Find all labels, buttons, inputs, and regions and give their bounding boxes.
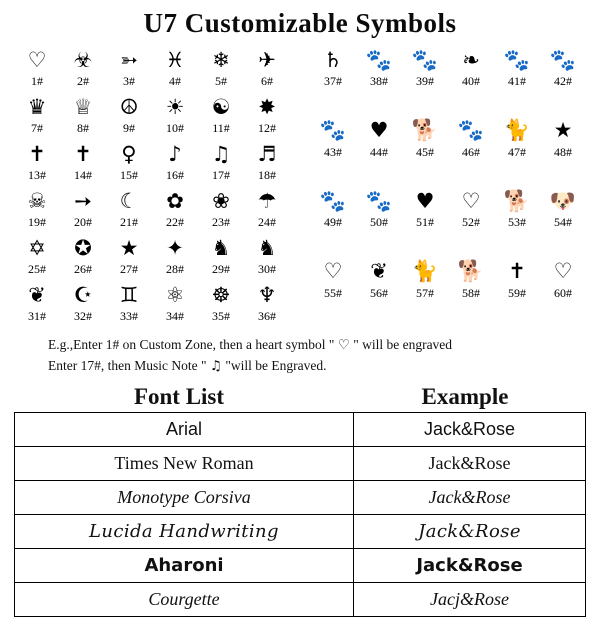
symbol-label: 58# — [462, 285, 480, 300]
cat-outline-icon: 🐈 — [411, 259, 439, 283]
music-beamed-icon: ♬ — [257, 141, 277, 166]
symbol-label: 5# — [215, 74, 227, 88]
music-note-icon: ♪ — [168, 141, 182, 166]
symbol-label: 14# — [74, 168, 92, 182]
music-notes-icon: ♫ — [211, 141, 231, 166]
knight-chess-icon: ♞ — [257, 235, 277, 260]
symbol-cell — [106, 186, 152, 231]
symbol-label: 56# — [370, 285, 388, 300]
symbol-cell — [152, 280, 198, 325]
symbol-cell — [540, 257, 586, 326]
crown-filled-icon: ♕ — [73, 94, 93, 119]
font-example-title: Example — [421, 384, 509, 410]
symbol-cell — [152, 186, 198, 231]
symbol-cell — [448, 45, 494, 114]
symbol-label: 6# — [261, 74, 273, 88]
symbol-label: 12# — [258, 121, 276, 135]
paw-prints-trail-icon: 🐾 — [319, 118, 347, 142]
heart-filled-icon: ♥ — [369, 118, 389, 142]
symbol-label: 49# — [324, 215, 342, 229]
symbol-label: 31# — [28, 309, 46, 323]
symbol-label: 21# — [120, 215, 138, 229]
symbol-label: 33# — [120, 309, 138, 323]
symbol-label: 7# — [31, 121, 43, 135]
ankh-icon: ♀ — [121, 141, 137, 166]
usage-note — [0, 325, 600, 378]
symbol-cell — [198, 92, 244, 137]
symbol-label: 38# — [370, 74, 388, 88]
symbol-label: 16# — [166, 168, 184, 182]
arrow-right-icon: ➳ — [120, 47, 138, 72]
symbol-cell — [106, 280, 152, 325]
symbol-label: 46# — [462, 144, 480, 159]
paw-prints-two-icon: 🐾 — [319, 188, 347, 213]
symbol-cell — [402, 45, 448, 114]
angel-wings-icon: ❦ — [370, 259, 388, 283]
table-row — [15, 481, 586, 515]
star-of-david-icon: ✡ — [28, 235, 46, 260]
symbol-cell — [106, 139, 152, 184]
font-example-cell: Jack&Rose — [354, 413, 586, 447]
symbol-cell — [244, 45, 290, 90]
cat-silhouette-icon: 🐈 — [503, 118, 531, 142]
heart-outline-icon: ♡ — [27, 47, 47, 72]
symbol-label: 51# — [416, 215, 434, 229]
symbol-cell — [198, 186, 244, 231]
table-row — [15, 413, 586, 447]
font-example-cell: Jack&Rose — [354, 549, 586, 583]
cross-celtic-icon: ✝ — [28, 141, 46, 166]
font-list-header — [14, 384, 586, 410]
peace-icon: ☮ — [119, 94, 139, 119]
symbol-label: 36# — [258, 309, 276, 323]
sun-icon: ☀ — [165, 94, 185, 119]
symbol-label: 27# — [120, 262, 138, 276]
music-notes-icon: ♫ — [209, 357, 222, 374]
paw-prints-pair-icon: 🐾 — [549, 47, 577, 72]
symbol-cell — [356, 186, 402, 255]
symbol-label: 24# — [258, 215, 276, 229]
biohazard-icon: ☣ — [73, 47, 93, 72]
symbol-label: 18# — [258, 168, 276, 182]
symbol-cell — [60, 280, 106, 325]
symbol-cell — [494, 45, 540, 114]
symbol-cell — [106, 233, 152, 278]
symbol-cell — [402, 186, 448, 255]
font-example-cell: Jack&Rose — [354, 515, 586, 549]
symbol-label: 19# — [28, 215, 46, 229]
symbol-label: 23# — [212, 215, 230, 229]
crescent-moon-icon: ☾ — [119, 188, 139, 213]
symbol-label: 37# — [324, 74, 342, 88]
symbol-cell — [60, 186, 106, 231]
paw-prints-small-icon: 🐾 — [503, 47, 531, 72]
symbol-label: 29# — [212, 262, 230, 276]
star-and-crescent-icon: ☪ — [73, 282, 93, 307]
symbol-cell — [356, 116, 402, 185]
symbol-label: 30# — [258, 262, 276, 276]
font-name-cell: Courgette — [15, 583, 354, 617]
pisces-icon: ♓ — [165, 47, 185, 72]
symbol-label: 40# — [462, 74, 480, 88]
symbol-cell — [540, 116, 586, 185]
usage-note-line-1-text-a: E.g.,Enter 1# on Custom Zone, then a heart symbol " — [48, 337, 338, 352]
symbol-label: 35# — [212, 309, 230, 323]
table-row — [15, 515, 586, 549]
font-example-cell: Jack&Rose — [354, 447, 586, 481]
gemini-icon: ♊ — [119, 282, 139, 307]
symbol-label: 57# — [416, 285, 434, 300]
symbol-label: 41# — [508, 74, 526, 88]
umbrella-icon: ☂ — [257, 188, 277, 213]
symbol-grid-left — [14, 45, 290, 325]
symbol-cell — [106, 45, 152, 90]
symbol-cell — [244, 186, 290, 231]
skull-crossbones-icon: ☠ — [27, 188, 47, 213]
symbol-cell — [60, 233, 106, 278]
symbol-label: 2# — [77, 74, 89, 88]
usage-note-line-2-text-a: Enter 17#, then Music Note " — [48, 357, 210, 373]
symbol-label: 43# — [324, 144, 342, 159]
symbol-label: 1# — [31, 74, 43, 88]
symbol-cell — [244, 92, 290, 137]
heart-outline-icon: ♡ — [337, 337, 350, 353]
usage-note-line-2 — [48, 356, 576, 377]
symbol-cell — [448, 257, 494, 326]
font-name-cell: Monotype Corsiva — [15, 481, 354, 515]
heart-outline-large-icon: ♡ — [461, 188, 481, 213]
symbol-cell — [448, 116, 494, 185]
arrow-long-icon: ➙ — [74, 188, 92, 213]
symbol-label: 47# — [508, 144, 526, 159]
font-list-title: Font List — [133, 384, 225, 410]
symbol-label: 32# — [74, 309, 92, 323]
font-table — [14, 412, 586, 617]
dog-sitting-icon: 🐕 — [503, 188, 531, 213]
symbol-cell — [198, 280, 244, 325]
star-circle-icon: ✪ — [74, 235, 92, 260]
symbol-label: 42# — [554, 74, 572, 88]
symbol-label: 4# — [169, 74, 181, 88]
symbol-label: 54# — [554, 215, 572, 229]
symbol-cell — [494, 186, 540, 255]
symbol-cell — [494, 116, 540, 185]
symbol-cell — [244, 233, 290, 278]
ship-wheel-icon: ☸ — [211, 282, 231, 307]
heartbeat-line-icon: ♡ — [553, 259, 573, 283]
table-row — [15, 447, 586, 481]
font-name-cell: Arial — [15, 413, 354, 447]
symbol-label: 44# — [370, 144, 388, 159]
symbol-label: 53# — [508, 215, 526, 229]
usage-note-line-2-text-b: "will be Engraved. — [221, 357, 327, 373]
symbol-cell — [198, 139, 244, 184]
symbol-label: 52# — [462, 215, 480, 229]
symbol-cell — [356, 257, 402, 326]
dog-outline-icon: 🐕 — [457, 259, 485, 283]
symbol-cell — [448, 186, 494, 255]
heart-sketch-icon: ♡ — [323, 259, 343, 283]
table-row — [15, 549, 586, 583]
scarab-icon: ❦ — [28, 282, 46, 307]
symbol-label: 50# — [370, 215, 388, 229]
paw-print-icon: 🐾 — [411, 47, 439, 72]
cross-icon: ✝ — [74, 141, 92, 166]
symbol-cell — [152, 233, 198, 278]
flower-icon: ✿ — [166, 188, 184, 213]
heart-small-icon: ♥ — [415, 188, 435, 213]
symbol-label: 17# — [212, 168, 230, 182]
symbol-cell — [310, 257, 356, 326]
star-filled-icon: ★ — [119, 235, 139, 260]
cross-latin-icon: ✝ — [508, 259, 526, 283]
symbol-label: 22# — [166, 215, 184, 229]
yin-yang-icon: ☯ — [211, 94, 231, 119]
symbol-label: 59# — [508, 285, 526, 300]
usage-note-line-1 — [48, 335, 576, 356]
font-name-cell: Lucida Handwriting — [15, 515, 354, 549]
symbol-cell — [540, 45, 586, 114]
symbol-label: 39# — [416, 74, 434, 88]
symbol-cell — [356, 45, 402, 114]
symbol-cell — [14, 186, 60, 231]
dog-silhouette-icon: 🐕 — [411, 118, 439, 142]
font-example-cell: Jack&Rose — [354, 481, 586, 515]
font-example-cell: Jacj&Rose — [354, 583, 586, 617]
symbol-label: 26# — [74, 262, 92, 276]
atom-icon: ⚛ — [165, 282, 185, 307]
symbol-label: 13# — [28, 168, 46, 182]
symbol-cell — [60, 45, 106, 90]
symbol-label: 45# — [416, 144, 434, 159]
symbol-cell — [540, 186, 586, 255]
symbol-cell — [14, 92, 60, 137]
font-name-cell: Aharoni — [15, 549, 354, 583]
font-name-cell: Times New Roman — [15, 447, 354, 481]
symbol-label: 60# — [554, 285, 572, 300]
symbol-label: 11# — [212, 121, 230, 135]
star-bold-icon: ★ — [553, 118, 573, 142]
usage-note-line-1-text-b: " will be engraved — [349, 337, 453, 352]
symbol-area — [0, 41, 600, 325]
symbol-label: 34# — [166, 309, 184, 323]
symbol-label: 28# — [166, 262, 184, 276]
symbol-label: 25# — [28, 262, 46, 276]
symbol-cell — [310, 186, 356, 255]
symbol-cell — [14, 45, 60, 90]
horse-chess-icon: ♞ — [211, 235, 231, 260]
symbol-cell — [494, 257, 540, 326]
symbol-cell — [310, 116, 356, 185]
dog-head-icon: 🐶 — [549, 188, 577, 213]
symbol-label: 10# — [166, 121, 184, 135]
flower-outline-icon: ❀ — [212, 188, 230, 213]
sparkle-icon: ✦ — [166, 235, 184, 260]
ribbon-bow-icon: ❧ — [462, 47, 480, 72]
paw-prints-icon: 🐾 — [365, 47, 393, 72]
symbol-grid-right — [310, 45, 586, 325]
paw-heart-icon: 🐾 — [457, 118, 485, 142]
symbol-cell — [152, 92, 198, 137]
symbol-cell — [310, 45, 356, 114]
symbol-cell — [106, 92, 152, 137]
airplane-icon: ✈ — [258, 47, 276, 72]
saturn-planet-icon: ♄ — [323, 47, 343, 72]
star-burst-icon: ✸ — [258, 94, 276, 119]
symbol-cell — [152, 139, 198, 184]
crown-icon: ♛ — [27, 94, 47, 119]
symbol-cell — [60, 139, 106, 184]
symbol-label: 8# — [77, 121, 89, 135]
symbol-cell — [14, 280, 60, 325]
symbol-cell — [14, 139, 60, 184]
symbol-cell — [14, 233, 60, 278]
symbol-label: 9# — [123, 121, 135, 135]
symbol-cell — [198, 45, 244, 90]
snowflake-icon: ❄ — [212, 47, 230, 72]
paw-prints-three-icon: 🐾 — [365, 188, 393, 213]
symbol-label: 48# — [554, 144, 572, 159]
symbol-cell — [198, 233, 244, 278]
symbol-cell — [402, 257, 448, 326]
symbol-label: 15# — [120, 168, 138, 182]
symbol-cell — [152, 45, 198, 90]
symbol-cell — [244, 280, 290, 325]
symbol-label: 55# — [324, 285, 342, 300]
symbol-cell — [244, 139, 290, 184]
symbol-cell — [402, 116, 448, 185]
symbol-label: 3# — [123, 74, 135, 88]
page-title: U7 Customizable Symbols — [143, 8, 457, 38]
symbol-label: 20# — [74, 215, 92, 229]
symbol-cell — [60, 92, 106, 137]
neptune-icon: ♆ — [257, 282, 277, 307]
